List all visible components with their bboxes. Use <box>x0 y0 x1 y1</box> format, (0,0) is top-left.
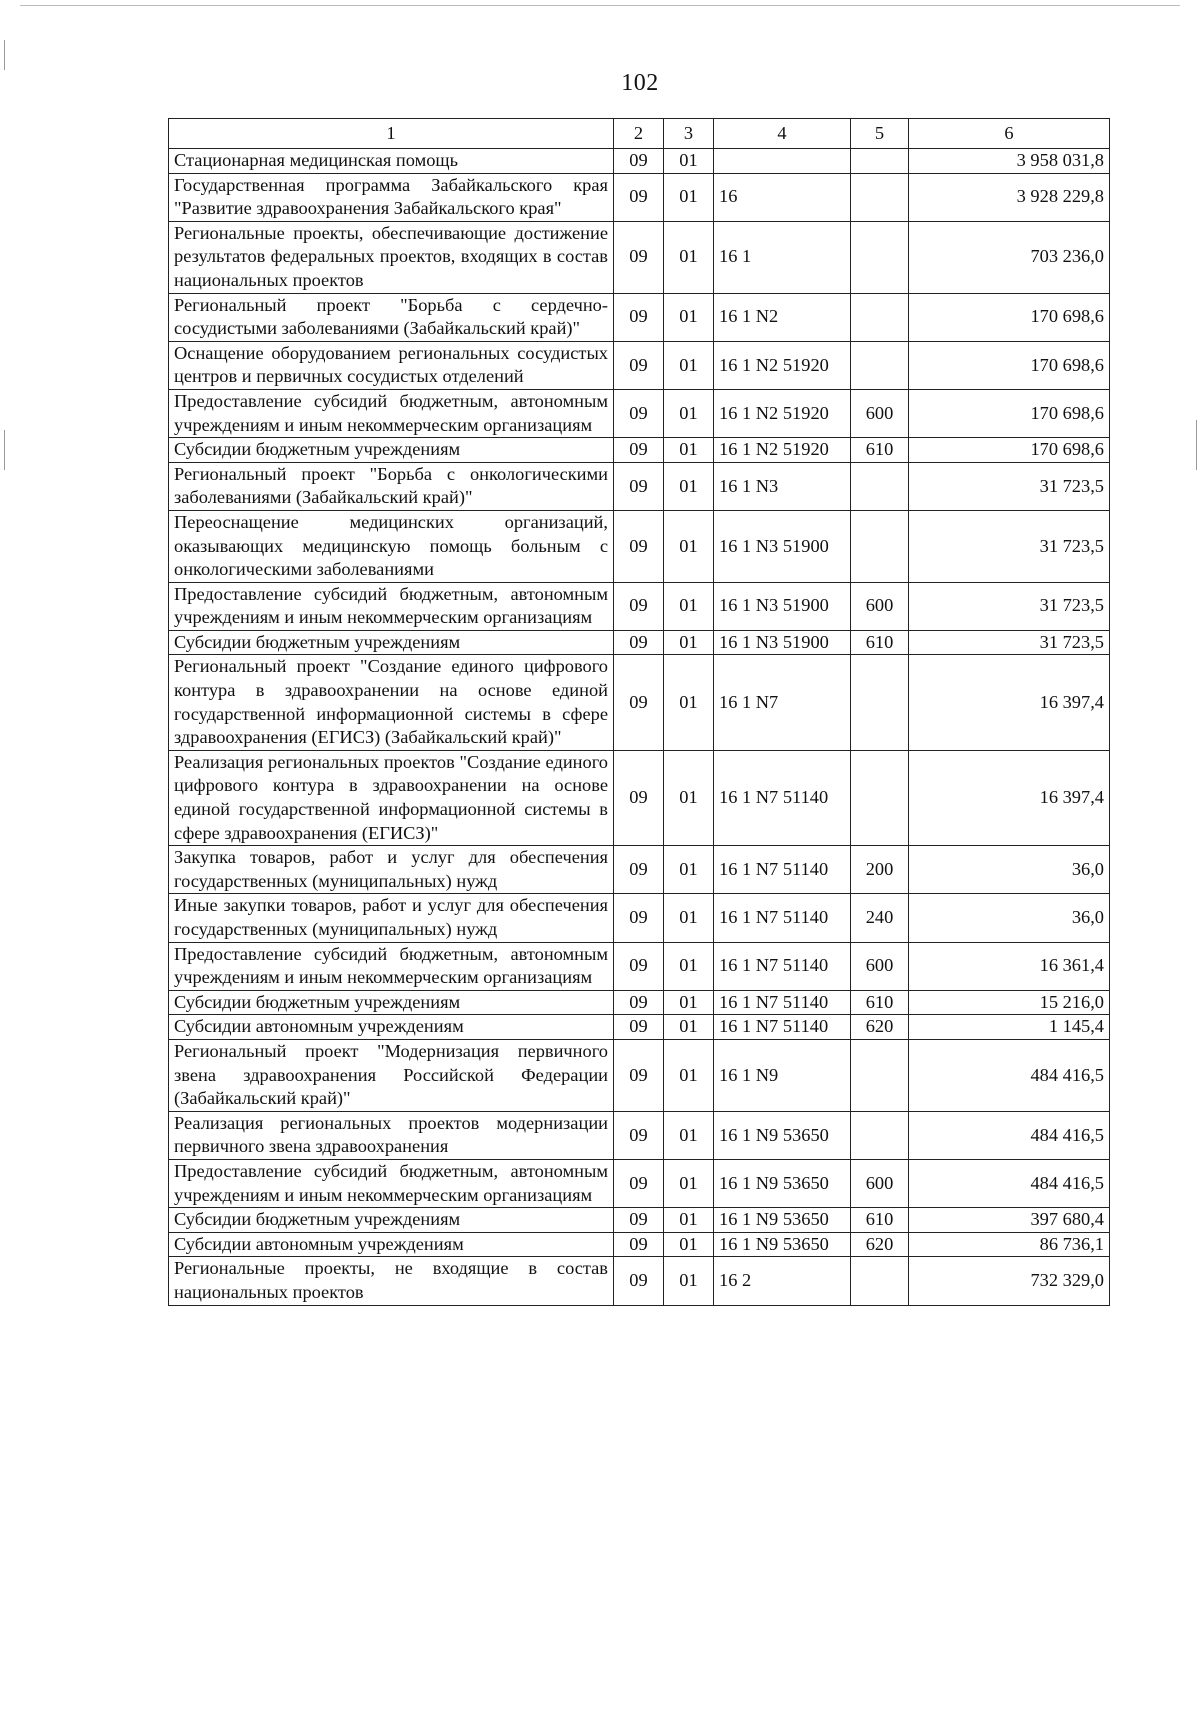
row-target-code: 16 <box>714 173 851 221</box>
row-expense-type <box>851 221 909 293</box>
row-section: 09 <box>614 582 664 630</box>
row-name: Переоснащение медицинских организаций, оказывающих медицинскую помощь больным с онкологическими заболеваниями <box>169 510 614 582</box>
table-row <box>169 1208 1110 1233</box>
row-section: 09 <box>614 149 664 174</box>
row-name: Предоставление субсидий бюджетным, автономным учреждениям и иным некоммерческим организациям <box>169 582 614 630</box>
row-section: 09 <box>614 389 664 437</box>
row-subsection: 01 <box>664 1208 714 1233</box>
row-subsection: 01 <box>664 389 714 437</box>
header-col-1: 1 <box>169 119 614 149</box>
row-expense-type: 240 <box>851 894 909 942</box>
row-target-code: 16 1 N3 51900 <box>714 510 851 582</box>
row-amount: 3 958 031,8 <box>909 149 1110 174</box>
row-amount: 1 145,4 <box>909 1015 1110 1040</box>
table-row <box>169 582 1110 630</box>
row-section: 09 <box>614 894 664 942</box>
row-expense-type <box>851 510 909 582</box>
row-name: Региональный проект "Борьба с онкологическими заболеваниями (Забайкальский край)" <box>169 462 614 510</box>
row-expense-type <box>851 655 909 750</box>
row-expense-type <box>851 750 909 845</box>
row-name: Региональный проект "Модернизация первичного звена здравоохранения Российской Федерации (Забайкальский край)" <box>169 1039 614 1111</box>
row-amount: 703 236,0 <box>909 221 1110 293</box>
table-row <box>169 149 1110 174</box>
row-target-code: 16 1 N2 51920 <box>714 341 851 389</box>
table-row <box>169 389 1110 437</box>
row-section: 09 <box>614 750 664 845</box>
row-amount: 31 723,5 <box>909 582 1110 630</box>
row-name: Субсидии бюджетным учреждениям <box>169 630 614 655</box>
table-row <box>169 438 1110 463</box>
table-row <box>169 894 1110 942</box>
table-body <box>169 149 1110 1306</box>
scan-mark-left <box>4 40 5 70</box>
scan-mark-right <box>1196 420 1197 470</box>
row-target-code: 16 1 N7 51140 <box>714 942 851 990</box>
row-expense-type <box>851 173 909 221</box>
table-row <box>169 173 1110 221</box>
row-section: 09 <box>614 173 664 221</box>
budget-table <box>168 118 1110 1306</box>
table-row <box>169 341 1110 389</box>
row-target-code: 16 1 N7 51140 <box>714 894 851 942</box>
row-subsection: 01 <box>664 221 714 293</box>
row-expense-type: 600 <box>851 389 909 437</box>
row-section: 09 <box>614 1039 664 1111</box>
row-subsection: 01 <box>664 1111 714 1159</box>
row-amount: 3 928 229,8 <box>909 173 1110 221</box>
row-amount: 31 723,5 <box>909 510 1110 582</box>
table-row <box>169 655 1110 750</box>
row-expense-type: 610 <box>851 1208 909 1233</box>
header-col-2: 2 <box>614 119 664 149</box>
row-section: 09 <box>614 341 664 389</box>
row-section: 09 <box>614 1159 664 1207</box>
table-row <box>169 990 1110 1015</box>
row-name: Субсидии бюджетным учреждениям <box>169 990 614 1015</box>
row-amount: 170 698,6 <box>909 438 1110 463</box>
scan-mark-left-2 <box>4 430 5 470</box>
row-target-code: 16 1 N7 51140 <box>714 750 851 845</box>
row-subsection: 01 <box>664 149 714 174</box>
table-row <box>169 221 1110 293</box>
row-target-code: 16 1 N3 51900 <box>714 582 851 630</box>
row-section: 09 <box>614 293 664 341</box>
row-expense-type: 200 <box>851 846 909 894</box>
row-target-code: 16 1 <box>714 221 851 293</box>
table-row <box>169 1257 1110 1305</box>
row-target-code: 16 1 N9 53650 <box>714 1232 851 1257</box>
row-subsection: 01 <box>664 894 714 942</box>
row-name: Региональный проект "Создание единого цифрового контура в здравоохранении на основе единой государственной информационной системы в сфере здравоохранения (ЕГИСЗ) (Забайкальский край)" <box>169 655 614 750</box>
row-section: 09 <box>614 1111 664 1159</box>
row-expense-type: 600 <box>851 582 909 630</box>
row-name: Реализация региональных проектов модернизации первичного звена здравоохранения <box>169 1111 614 1159</box>
row-subsection: 01 <box>664 293 714 341</box>
row-target-code: 16 1 N9 53650 <box>714 1111 851 1159</box>
row-target-code: 16 1 N2 51920 <box>714 389 851 437</box>
row-amount: 36,0 <box>909 846 1110 894</box>
row-expense-type <box>851 1111 909 1159</box>
row-name: Региональные проекты, обеспечивающие достижение результатов федеральных проектов, входящих в состав национальных проектов <box>169 221 614 293</box>
row-amount: 484 416,5 <box>909 1111 1110 1159</box>
row-target-code: 16 1 N2 <box>714 293 851 341</box>
row-amount: 397 680,4 <box>909 1208 1110 1233</box>
row-name: Субсидии автономным учреждениям <box>169 1015 614 1040</box>
row-subsection: 01 <box>664 942 714 990</box>
row-target-code: 16 1 N7 51140 <box>714 990 851 1015</box>
row-amount: 86 736,1 <box>909 1232 1110 1257</box>
row-amount: 484 416,5 <box>909 1039 1110 1111</box>
row-expense-type: 610 <box>851 438 909 463</box>
row-subsection: 01 <box>664 341 714 389</box>
row-amount: 16 397,4 <box>909 750 1110 845</box>
table-row <box>169 630 1110 655</box>
table-row <box>169 1232 1110 1257</box>
row-subsection: 01 <box>664 1039 714 1111</box>
row-expense-type: 600 <box>851 1159 909 1207</box>
row-name: Региональный проект "Борьба с сердечно-сосудистыми заболеваниями (Забайкальский край)" <box>169 293 614 341</box>
table-row <box>169 462 1110 510</box>
row-expense-type: 620 <box>851 1015 909 1040</box>
row-name: Реализация региональных проектов "Создание единого цифрового контура в здравоохранении на основе единой государственной информационной системы в сфере здравоохранения (ЕГИСЗ)" <box>169 750 614 845</box>
row-name: Предоставление субсидий бюджетным, автономным учреждениям и иным некоммерческим организациям <box>169 1159 614 1207</box>
row-section: 09 <box>614 655 664 750</box>
row-target-code: 16 1 N7 51140 <box>714 846 851 894</box>
row-amount: 31 723,5 <box>909 630 1110 655</box>
table-row <box>169 1111 1110 1159</box>
row-expense-type: 620 <box>851 1232 909 1257</box>
row-amount: 31 723,5 <box>909 462 1110 510</box>
row-name: Государственная программа Забайкальского края "Развитие здравоохранения Забайкальского края" <box>169 173 614 221</box>
row-subsection: 01 <box>664 462 714 510</box>
table-row <box>169 1039 1110 1111</box>
row-name: Субсидии автономным учреждениям <box>169 1232 614 1257</box>
row-name: Предоставление субсидий бюджетным, автономным учреждениям и иным некоммерческим организациям <box>169 389 614 437</box>
row-target-code: 16 2 <box>714 1257 851 1305</box>
row-target-code: 16 1 N2 51920 <box>714 438 851 463</box>
row-subsection: 01 <box>664 438 714 463</box>
row-amount: 170 698,6 <box>909 341 1110 389</box>
row-target-code: 16 1 N7 51140 <box>714 1015 851 1040</box>
row-amount: 732 329,0 <box>909 1257 1110 1305</box>
row-section: 09 <box>614 438 664 463</box>
row-subsection: 01 <box>664 1232 714 1257</box>
table-row <box>169 750 1110 845</box>
row-section: 09 <box>614 990 664 1015</box>
row-name: Стационарная медицинская помощь <box>169 149 614 174</box>
table-row <box>169 1015 1110 1040</box>
row-expense-type: 600 <box>851 942 909 990</box>
row-expense-type <box>851 293 909 341</box>
table-row <box>169 1159 1110 1207</box>
row-amount: 170 698,6 <box>909 293 1110 341</box>
row-expense-type: 610 <box>851 990 909 1015</box>
header-col-4: 4 <box>714 119 851 149</box>
row-subsection: 01 <box>664 1015 714 1040</box>
table-header-row <box>169 119 1110 149</box>
row-target-code: 16 1 N9 53650 <box>714 1208 851 1233</box>
row-amount: 16 397,4 <box>909 655 1110 750</box>
row-target-code: 16 1 N3 51900 <box>714 630 851 655</box>
row-section: 09 <box>614 1257 664 1305</box>
row-amount: 36,0 <box>909 894 1110 942</box>
row-subsection: 01 <box>664 1159 714 1207</box>
page-number: 102 <box>621 70 659 96</box>
row-expense-type <box>851 1039 909 1111</box>
row-expense-type <box>851 462 909 510</box>
table-row <box>169 510 1110 582</box>
row-section: 09 <box>614 1232 664 1257</box>
row-section: 09 <box>614 846 664 894</box>
row-subsection: 01 <box>664 750 714 845</box>
row-name: Предоставление субсидий бюджетным, автономным учреждениям и иным некоммерческим организациям <box>169 942 614 990</box>
row-subsection: 01 <box>664 173 714 221</box>
row-name: Региональные проекты, не входящие в состав национальных проектов <box>169 1257 614 1305</box>
row-amount: 15 216,0 <box>909 990 1110 1015</box>
row-expense-type <box>851 1257 909 1305</box>
row-name: Оснащение оборудованием региональных сосудистых центров и первичных сосудистых отделений <box>169 341 614 389</box>
row-target-code: 16 1 N3 <box>714 462 851 510</box>
row-section: 09 <box>614 462 664 510</box>
row-target-code <box>714 149 851 174</box>
table-row <box>169 846 1110 894</box>
row-name: Субсидии бюджетным учреждениям <box>169 1208 614 1233</box>
row-name: Закупка товаров, работ и услуг для обеспечения государственных (муниципальных) нужд <box>169 846 614 894</box>
row-amount: 170 698,6 <box>909 389 1110 437</box>
row-section: 09 <box>614 510 664 582</box>
scan-edge-line <box>20 5 1180 6</box>
row-section: 09 <box>614 221 664 293</box>
row-section: 09 <box>614 1208 664 1233</box>
row-expense-type <box>851 149 909 174</box>
row-subsection: 01 <box>664 582 714 630</box>
row-target-code: 16 1 N7 <box>714 655 851 750</box>
row-subsection: 01 <box>664 990 714 1015</box>
row-subsection: 01 <box>664 846 714 894</box>
table-row <box>169 293 1110 341</box>
row-amount: 16 361,4 <box>909 942 1110 990</box>
header-col-3: 3 <box>664 119 714 149</box>
row-target-code: 16 1 N9 53650 <box>714 1159 851 1207</box>
row-expense-type <box>851 341 909 389</box>
table-row <box>169 942 1110 990</box>
row-amount: 484 416,5 <box>909 1159 1110 1207</box>
row-target-code: 16 1 N9 <box>714 1039 851 1111</box>
row-expense-type: 610 <box>851 630 909 655</box>
row-subsection: 01 <box>664 630 714 655</box>
row-subsection: 01 <box>664 1257 714 1305</box>
row-section: 09 <box>614 630 664 655</box>
row-subsection: 01 <box>664 510 714 582</box>
header-col-5: 5 <box>851 119 909 149</box>
row-section: 09 <box>614 942 664 990</box>
row-section: 09 <box>614 1015 664 1040</box>
header-col-6: 6 <box>909 119 1110 149</box>
row-name: Субсидии бюджетным учреждениям <box>169 438 614 463</box>
row-subsection: 01 <box>664 655 714 750</box>
row-name: Иные закупки товаров, работ и услуг для обеспечения государственных (муниципальных) нужд <box>169 894 614 942</box>
